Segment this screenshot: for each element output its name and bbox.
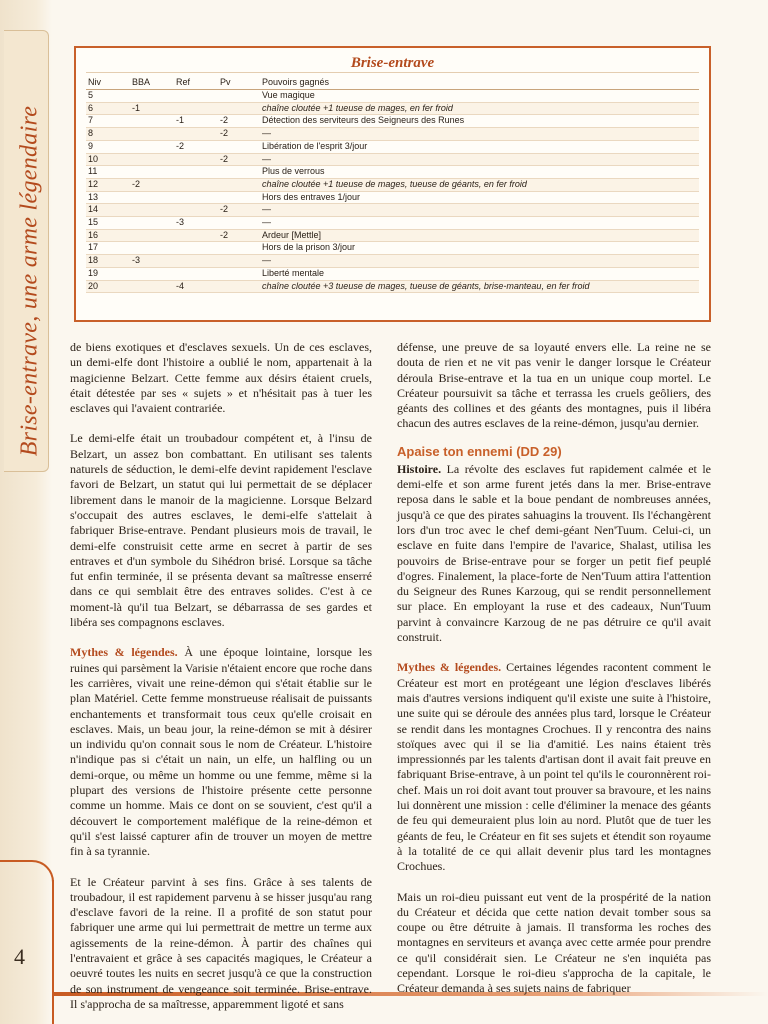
progression-table (86, 75, 699, 293)
cell-power: — (260, 255, 699, 268)
margin-line-ornament (52, 880, 54, 1024)
cell-pv (218, 140, 260, 153)
history-text: La révolte des esclaves fut rapidement calmée et le demi-elfe et son arme furent jetés dans la mer. Brise-entrave reposa dans le sable et la boue pendant de nombreuses années, jusqu'à ce que des pirates sahuagins la trouvent. Ils l'échangèrent lors d'un troc avec le chef demi-géant Nen'Tuum. Celui-ci, un esclave en fuite dans l'empire de l'avarice, Shalast, utilisa les pouvoirs de Brise-entrave pour se forger un petit fief peuplé d'ogres. Finalement, la place-forte de Nen'Tuum attira l'attention du Seigneur des Runes Karzoug, qui se rendit personnellement sur place. En employant la ruse et des cadeaux, Nun'Tuum parvint à convaincre Karzoug de ne pas détruire ce qu'il avait construit. (397, 461, 711, 645)
cell-power: Détection des serviteurs des Seigneurs des Runes (260, 115, 699, 128)
cell-niv: 15 (86, 217, 130, 230)
cell-power: Hors de la prison 3/jour (260, 242, 699, 255)
cell-power: Plus de verrous (260, 166, 699, 179)
cell-bba (130, 90, 174, 103)
cell-ref: -1 (174, 115, 218, 128)
cell-ref (174, 242, 218, 255)
left-column (70, 340, 372, 1012)
cell-power: Libération de l'esprit 3/jour (260, 140, 699, 153)
cell-power: — (260, 153, 699, 166)
cell-ref (174, 191, 218, 204)
header-powers: Pouvoirs gagnés (260, 75, 699, 90)
cell-power: Ardeur [Mettle] (260, 229, 699, 242)
right-paragraph-3 (397, 660, 711, 874)
progression-table-box (74, 46, 711, 322)
cell-bba (130, 191, 174, 204)
table-row (86, 178, 699, 191)
cell-power: Hors des entraves 1/jour (260, 191, 699, 204)
cell-pv (218, 191, 260, 204)
cell-power: — (260, 204, 699, 217)
table-row (86, 115, 699, 128)
cell-pv (218, 90, 260, 103)
cell-bba (130, 242, 174, 255)
cell-pv: -2 (218, 153, 260, 166)
cell-ref (174, 229, 218, 242)
cell-ref (174, 267, 218, 280)
table-row (86, 255, 699, 268)
header-bba: BBA (130, 75, 174, 90)
cell-ref (174, 128, 218, 141)
cell-ref (174, 153, 218, 166)
side-title-tab (4, 30, 49, 472)
cell-ref (174, 90, 218, 103)
side-title: Brise-entrave, une arme légendaire (16, 105, 43, 457)
page-number: 4 (14, 944, 25, 969)
cell-niv: 9 (86, 140, 130, 153)
table-row (86, 217, 699, 230)
cell-pv: -2 (218, 128, 260, 141)
cell-bba (130, 128, 174, 141)
cell-niv: 19 (86, 267, 130, 280)
table-row (86, 153, 699, 166)
table-row (86, 102, 699, 115)
myths-lead: Mythes & légendes. (70, 645, 178, 660)
table-row (86, 140, 699, 153)
cell-ref (174, 255, 218, 268)
cell-ref (174, 178, 218, 191)
table-header-row (86, 75, 699, 90)
myths-text-right: Certaines légendes racontent comment le Créateur est mort en protégeant une légion d'esclaves libérés mais d'autres versions indiquent qu'il existe une suite à l'histoire, une suite qui se déroule des années plus tard, lorsque le Créateur se rendit dans les montagnes Crochues. Il y rencontra des nains stoïques avec qui il se lia d'amitié. Les nains étaient très impressionnés par les talents d'artisan dont il avait fait preuve en fabriquant Brise-entrave, à un point tel qu'ils le couronnèrent roi-chef. Mais un roi doit avant tout prouver sa bravoure, et les nains lui donnèrent une mission : celle d'éliminer la menace des géants de feu qui demeuraient plus loin au nord. Plutôt que de tuer les géants de feu, le Créateur en fit ses sujets et étendit son royaume à la totalité de ce qui allait devenir plus tard les montagnes Crochues. (397, 660, 711, 874)
table-row (86, 229, 699, 242)
table-row (86, 90, 699, 103)
left-paragraph-4: Et le Créateur parvint à ses fins. Grâce à ses talents de troubadour, il est rapidement parvenu à se hisser jusqu'au rang d'esclave favori de la reine. Il a profité de son statut pour fabriquer une arme qui lui permettrait de mettre un terme aux agissements de la reine-démon. À partir des chaînes qui l'entravaient et grâce à ses capacités magiques, le Créateur a oeuvré toutes les nuits en secret jusqu'à ce que la construction de son instrument de vengeance soit terminée. Brise-entrave. Il s'approcha de sa maîtresse, apparemment ligoté et sans (70, 874, 372, 1011)
myths-text: À une époque lointaine, lorsque les ruines qui parsèment la Varisie n'étaient encore que roche dans les carrières, vivait une reine-démon qui s'était établie sur le plan Matériel. Cette femme monstrueuse réalisait de puissants enchantements et transformait tous ceux qu'elle croisait en esclaves. Mais, un beau jour, la reine-démon se mit à désirer un individu qu'on connait sous le nom de Créateur. L'histoire n'indique pas si c'était un nain, un elfe, un halfling ou un demi-orque, ou même un homme ou une femme, même si la plupart des versions de l'histoire présente cette personne comme un homme. Mais ce dont on se souvient, c'est qu'il a découvert le comportement maléfique de la reine-démon et qu'il s'est laissé capturer afin de trouver un moyen de mettre fin à sa tyrannie. (70, 645, 372, 859)
table-row (86, 267, 699, 280)
section-heading: Apaise ton ennemi (DD 29) (397, 443, 562, 459)
cell-ref (174, 166, 218, 179)
left-paragraph-1: de biens exotiques et d'esclaves sexuels. Un de ces esclaves, un demi-elfe dont l'histoire a oublié le nom, appartenait à la magicienne Belzart. Cette femme aux désirs étaient cruels, était détestée par ses « sujets » et n'hésitait pas à tuer les esclaves qui l'avaient contrariée. (70, 340, 372, 416)
cell-niv: 5 (86, 90, 130, 103)
table-row (86, 242, 699, 255)
cell-ref (174, 102, 218, 115)
cell-bba (130, 115, 174, 128)
cell-power: chaîne cloutée +3 tueuse de mages, tueuse de géants, brise-manteau, en fer froid (260, 280, 699, 293)
right-paragraph-4: Mais un roi-dieu puissant eut vent de la prospérité de la nation du Créateur et décida que cette nation devait tomber sous sa coupe ou être détruite à jamais. Il transforma les roches des montagnes en serviteurs et avança avec cette armée pour prendre ce qu'il considérait sien. Le Créateur ne s'en inquiéta pas cependant. Lorsque le roi-dieu s'approcha de la capitale, le Créateur demanda à ses sujets nains de fabriquer (397, 889, 711, 996)
cell-power: Liberté mentale (260, 267, 699, 280)
cell-ref: -4 (174, 280, 218, 293)
cell-pv (218, 267, 260, 280)
table-row (86, 204, 699, 217)
cell-pv: -2 (218, 229, 260, 242)
cell-pv (218, 166, 260, 179)
cell-power: chaîne cloutée +1 tueuse de mages, en fer froid (260, 102, 699, 115)
cell-niv: 16 (86, 229, 130, 242)
cell-pv: -2 (218, 115, 260, 128)
cell-power: — (260, 217, 699, 230)
cell-niv: 13 (86, 191, 130, 204)
cell-bba (130, 229, 174, 242)
cell-niv: 7 (86, 115, 130, 128)
cell-pv (218, 280, 260, 293)
left-paragraph-2: Le demi-elfe était un troubadour compétent et, à l'insu de Belzart, un assez bon combattant. En utilisant ses talents naturels de séduction, le demi-elfe devint rapidement l'esclave favori de Belzart, un statut qui lui permettait de se déplacer librement dans le manoir de la magicienne. Lorsque Belzard s'occupait des autres esclaves, le demi-elfe s'attelait à fabriquer Brise-entrave. Pendant plusieurs mois de travail, le demi-elfe construisit cette arme en secret à partir de ses entraves et d'un symbole du Sihédron brisé. Lorsque sa tâche fut enfin terminée, il se présenta devant sa maîtresse enserré dans ce qui semblait être des entraves solides. C'est à ce moment-là qu'il tua Belzart, se débarrassa de ses gardes et libéra ses compagnons esclaves. (70, 431, 372, 630)
right-column (397, 340, 711, 997)
table-row (86, 128, 699, 141)
cell-bba (130, 204, 174, 217)
cell-pv (218, 255, 260, 268)
cell-ref: -2 (174, 140, 218, 153)
table-body (86, 90, 699, 293)
header-pv: Pv (218, 75, 260, 90)
right-paragraph-2 (397, 462, 711, 646)
cell-pv: -2 (218, 204, 260, 217)
table-row (86, 166, 699, 179)
cell-niv: 18 (86, 255, 130, 268)
cell-niv: 6 (86, 102, 130, 115)
margin-curve-ornament (0, 860, 54, 900)
cell-pv (218, 178, 260, 191)
cell-niv: 14 (86, 204, 130, 217)
right-paragraph-1: défense, une preuve de sa loyauté envers elle. La reine ne se douta de rien et ne vit pas venir le danger lorsque le Créateur déroula Brise-entrave et la tua en un unique coup mortel. Le Créateur poursuivit sa tâche et terrassa les cruels geôliers, des géants des collines et des géants des montagnes, puis il libéra chacun des autres esclaves de la reine-démon, jusqu'au dernier. (397, 340, 711, 431)
cell-power: — (260, 128, 699, 141)
table-title: Brise-entrave (86, 54, 699, 73)
cell-niv: 10 (86, 153, 130, 166)
cell-niv: 17 (86, 242, 130, 255)
cell-bba: -3 (130, 255, 174, 268)
table-row (86, 280, 699, 293)
myths-lead-right: Mythes & légendes. (397, 660, 502, 675)
cell-niv: 12 (86, 178, 130, 191)
cell-ref (174, 204, 218, 217)
cell-niv: 20 (86, 280, 130, 293)
cell-pv (218, 102, 260, 115)
left-paragraph-3 (70, 645, 372, 859)
table-row (86, 191, 699, 204)
cell-pv (218, 217, 260, 230)
cell-power: Vue magique (260, 90, 699, 103)
cell-power: chaîne cloutée +1 tueuse de mages, tueuse de géants, en fer froid (260, 178, 699, 191)
header-niv: Niv (86, 75, 130, 90)
cell-niv: 8 (86, 128, 130, 141)
cell-bba (130, 267, 174, 280)
cell-pv (218, 242, 260, 255)
cell-bba (130, 166, 174, 179)
cell-niv: 11 (86, 166, 130, 179)
cell-bba (130, 217, 174, 230)
cell-bba: -1 (130, 102, 174, 115)
cell-bba (130, 280, 174, 293)
cell-bba (130, 153, 174, 166)
cell-bba: -2 (130, 178, 174, 191)
cell-ref: -3 (174, 217, 218, 230)
cell-bba (130, 140, 174, 153)
history-lead: Histoire. (397, 461, 442, 476)
header-ref: Ref (174, 75, 218, 90)
